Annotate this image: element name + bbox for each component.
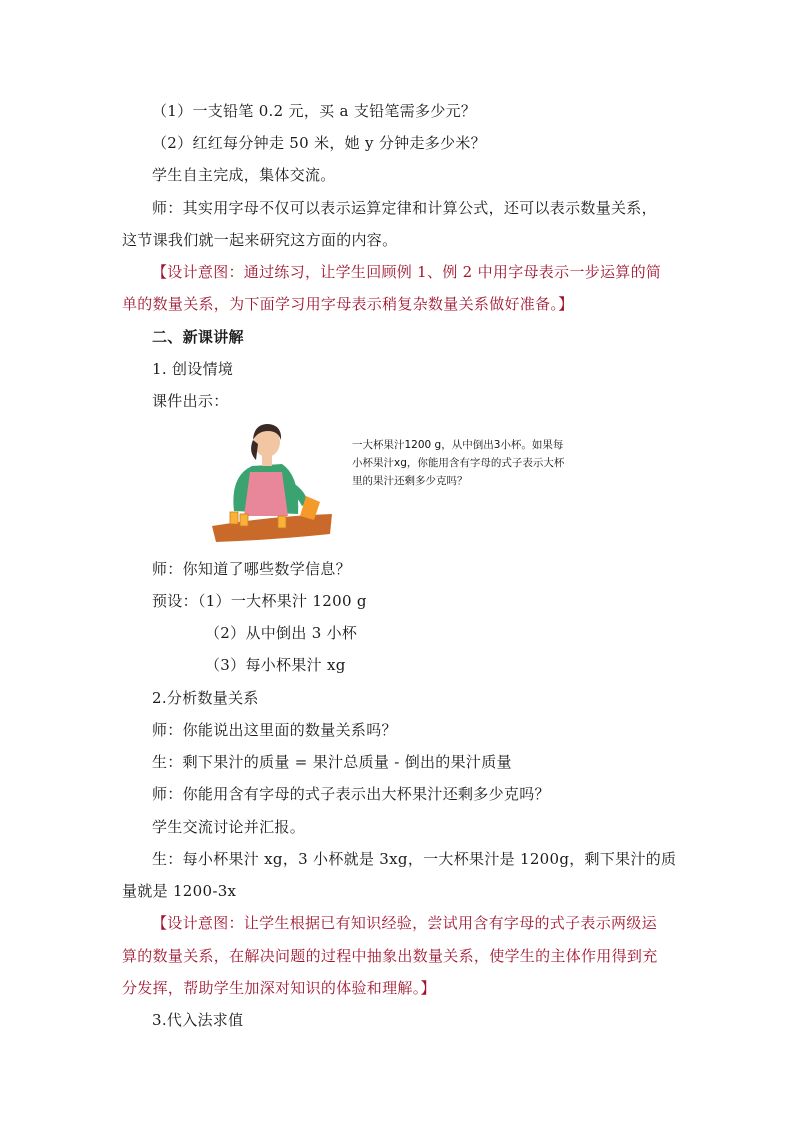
step-1-heading: 1. 创设情境: [152, 360, 234, 378]
teacher-question-3: 师：你能说出这里面的数量关系吗？: [152, 721, 397, 739]
figure-caption-line-1: 一大杯果汁1200 g，从中倒出3小杯。如果每: [352, 439, 564, 451]
preset-1: 预设：（1）一大杯果汁 1200 g: [152, 592, 367, 610]
teacher-question-2: 师：你知道了哪些数学信息？: [152, 560, 351, 578]
small-cup-3: [278, 516, 286, 528]
student-discussion: 学生交流讨论并汇报。: [152, 818, 306, 836]
small-cup-1: [230, 512, 238, 524]
courseware-label: 课件出示：: [152, 392, 229, 410]
self-complete: 学生自主完成，集体交流。: [152, 166, 336, 184]
preset-2: （2）从中倒出 3 小杯: [205, 624, 358, 642]
student-answer-2b: 量就是 1200-3x: [122, 882, 237, 900]
person-apron: [244, 472, 288, 516]
design-intent-1a: 【设计意图：通过练习，让学生回顾例 1、例 2 中用字母表示一步运算的简: [152, 263, 662, 281]
design-intent-2a: 【设计意图：让学生根据已有知识经验，尝试用含有字母的式子表示两级运: [152, 914, 657, 932]
student-answer-1: 生：剩下果汁的质量 = 果汁总质量 - 倒出的果汁质量: [152, 753, 512, 771]
preset-3: （3）每小杯果汁 xg: [205, 656, 346, 674]
figure-caption-line-3: 里的果汁还剩多少克吗？: [352, 475, 468, 487]
teacher-remark-1b: 这节课我们就一起来研究这方面的内容。: [122, 231, 398, 249]
question-1: （1）一支铅笔 0.2 元，买 a 支铅笔需多少元？: [152, 102, 477, 120]
design-intent-1b: 单的数量关系，为下面学习用字母表示稍复杂数量关系做好准备。】: [122, 295, 574, 313]
section-heading-new-lesson: 二、新课讲解: [152, 328, 244, 346]
teacher-remark-1a: 师：其实用字母不仅可以表示运算定律和计算公式，还可以表示数量关系，: [152, 199, 657, 217]
design-intent-2c: 分发挥，帮助学生加深对知识的体验和理解。】: [122, 979, 436, 997]
figure-caption-line-2: 小杯果汁xg，你能用含有字母的式子表示大杯: [352, 457, 565, 469]
step-3-heading: 3.代入法求值: [152, 1011, 244, 1029]
figure-caption: [352, 436, 564, 490]
teacher-question-4: 师：你能用含有字母的式子表示出大杯果汁还剩多少克吗？: [152, 785, 550, 803]
step-2-heading: 2.分析数量关系: [152, 689, 259, 707]
student-answer-2a: 生：每小杯果汁 xg，3 小杯就是 3xg，一大杯果汁是 1200g，剩下果汁的质: [152, 850, 677, 868]
small-cup-2: [240, 514, 248, 526]
design-intent-2b: 算的数量关系，在解决问题的过程中抽象出数量关系，使学生的主体作用得到充: [122, 947, 658, 965]
question-2: （2）红红每分钟走 50 米，她 y 分钟走多少米？: [152, 134, 486, 152]
